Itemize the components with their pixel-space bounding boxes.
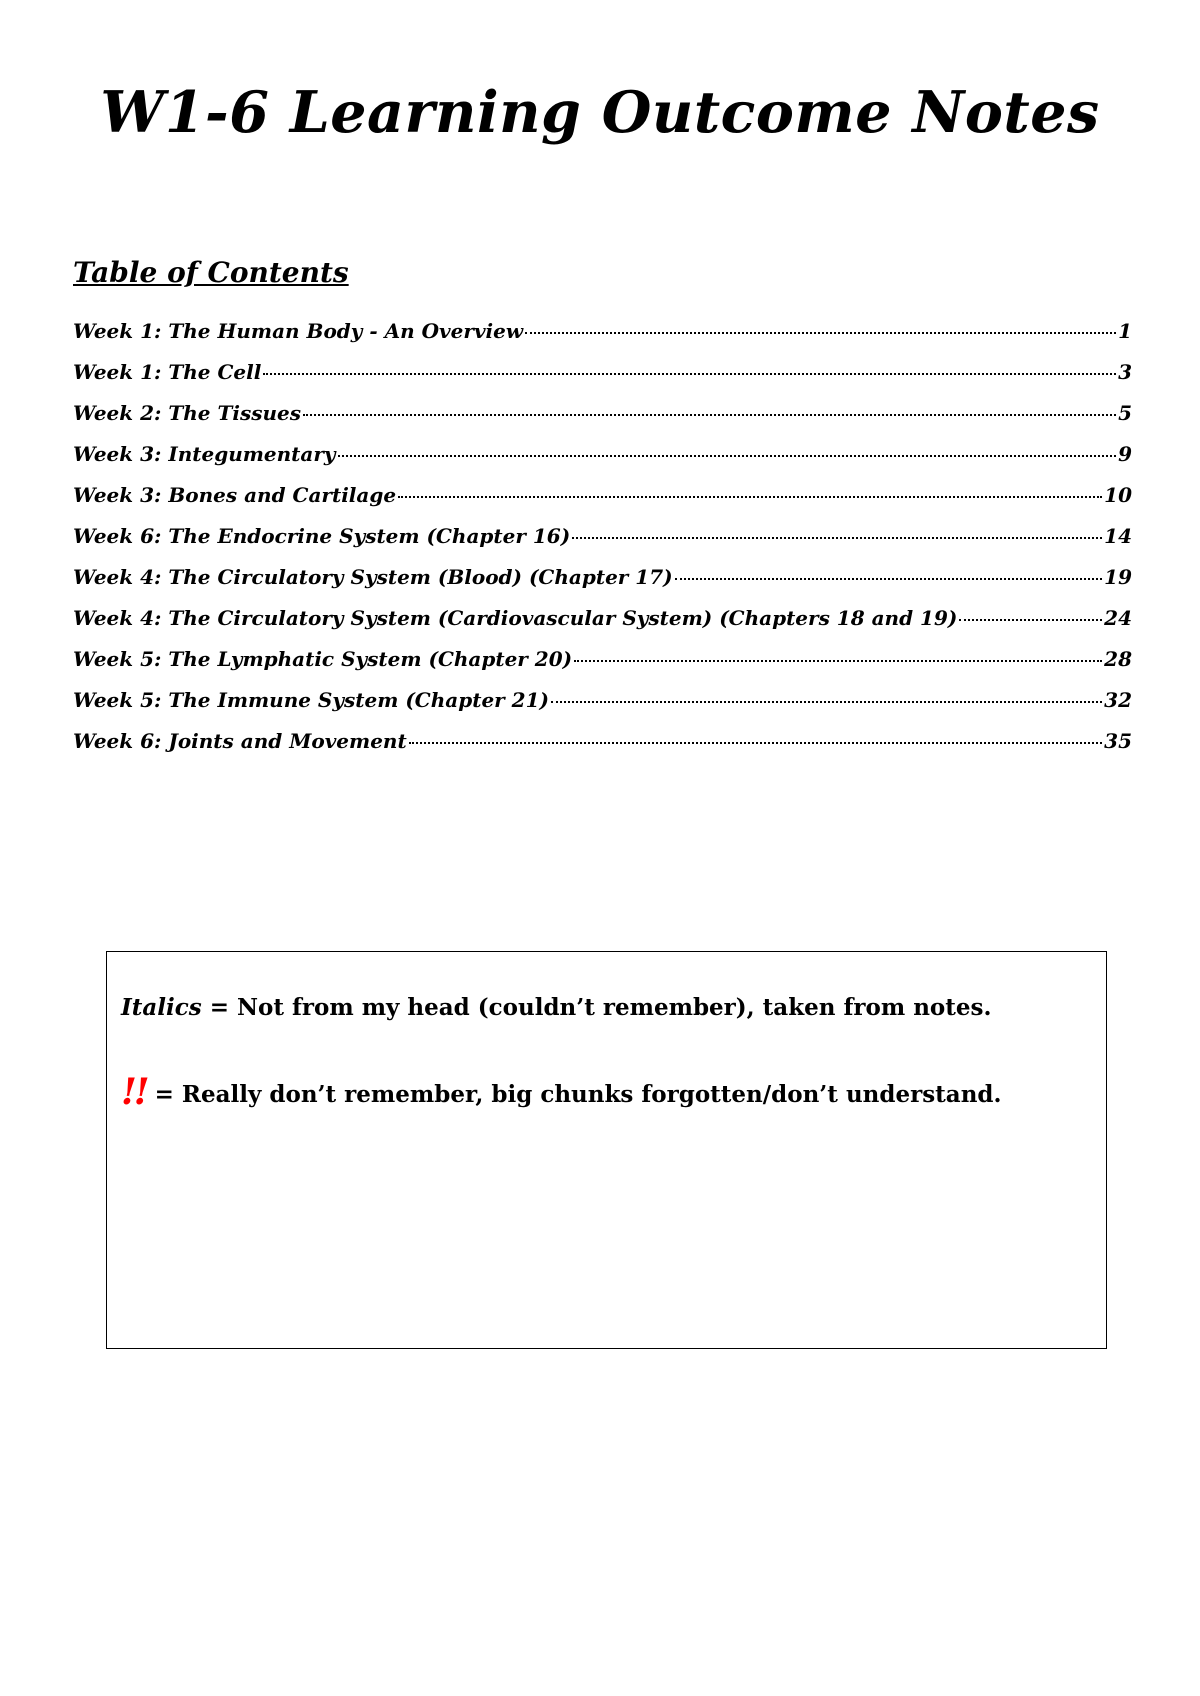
toc-entry[interactable]: [73, 524, 1132, 565]
dot-leader: [525, 332, 1116, 334]
toc-entry-page: 35: [1104, 729, 1132, 753]
dot-leader: [263, 373, 1116, 375]
legend-italics-line: [121, 994, 991, 1021]
table-of-contents: [73, 319, 1132, 770]
toc-entry[interactable]: [73, 319, 1132, 360]
toc-entry-page: 5: [1118, 401, 1132, 425]
legend-italics-text: = Not from my head (couldn’t remember), taken from notes.: [201, 994, 992, 1021]
toc-entry-label: Week 1: The Cell: [73, 360, 262, 384]
toc-entry[interactable]: [73, 360, 1132, 401]
toc-entry-page: 14: [1104, 524, 1132, 548]
dot-leader: [409, 742, 1102, 744]
toc-entry-label: Week 4: The Circulatory System (Cardiovascular System) (Chapters 18 and 19): [73, 606, 958, 630]
legend-marker-symbol: !!: [121, 1071, 147, 1113]
legend-marker-line: [121, 1069, 1002, 1111]
toc-entry-page: 28: [1104, 647, 1132, 671]
toc-entry-label: Week 3: Integumentary: [73, 442, 336, 466]
toc-entry-page: 1: [1118, 319, 1132, 343]
toc-entry[interactable]: [73, 442, 1132, 483]
toc-entry[interactable]: [73, 401, 1132, 442]
dot-leader: [398, 496, 1102, 498]
toc-entry[interactable]: [73, 606, 1132, 647]
legend-marker-text: = Really don’t remember, big chunks forgotten/don’t understand.: [146, 1081, 1002, 1108]
dot-leader: [572, 537, 1102, 539]
toc-entry-label: Week 5: The Lymphatic System (Chapter 20): [73, 647, 573, 671]
dot-leader: [675, 578, 1103, 580]
toc-entry-label: Week 6: The Endocrine System (Chapter 16): [73, 524, 571, 548]
toc-entry-page: 24: [1104, 606, 1132, 630]
toc-entry-page: 10: [1104, 483, 1132, 507]
toc-entry[interactable]: [73, 565, 1132, 606]
toc-entry-page: 32: [1104, 688, 1132, 712]
dot-leader: [338, 455, 1117, 457]
toc-entry-label: Week 6: Joints and Movement: [73, 729, 407, 753]
toc-entry-label: Week 2: The Tissues: [73, 401, 301, 425]
document-title: W1-6 Learning Outcome Notes: [100, 79, 1100, 146]
toc-entry-label: Week 3: Bones and Cartilage: [73, 483, 397, 507]
dot-leader: [551, 701, 1102, 703]
toc-entry-page: 9: [1118, 442, 1132, 466]
toc-entry-label: Week 4: The Circulatory System (Blood) (Chapter 17): [73, 565, 673, 589]
toc-entry[interactable]: [73, 688, 1132, 729]
dot-leader: [574, 660, 1102, 662]
toc-entry[interactable]: [73, 647, 1132, 688]
toc-entry-label: Week 1: The Human Body - An Overview: [73, 319, 524, 343]
dot-leader: [303, 414, 1116, 416]
toc-entry[interactable]: [73, 483, 1132, 524]
dot-leader: [959, 619, 1102, 621]
toc-entry-page: 19: [1104, 565, 1132, 589]
toc-heading: Table of Contents: [73, 256, 349, 289]
legend-box: [106, 951, 1107, 1349]
legend-italics-term: Italics: [121, 994, 202, 1021]
toc-entry-page: 3: [1118, 360, 1132, 384]
toc-entry-label: Week 5: The Immune System (Chapter 21): [73, 688, 549, 712]
toc-entry[interactable]: [73, 729, 1132, 770]
